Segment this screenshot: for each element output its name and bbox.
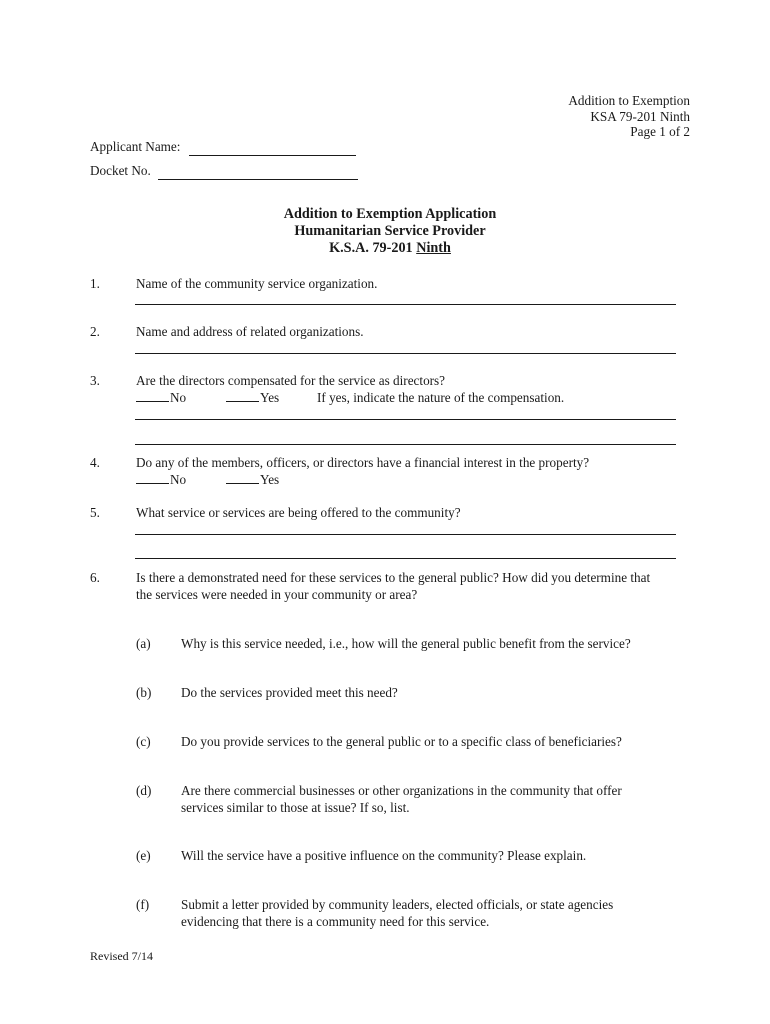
- subquestion-b-text: Do the services provided meet this need?: [181, 685, 398, 700]
- question-4-yes-option: [226, 472, 279, 488]
- question-3-number: 3.: [90, 373, 100, 388]
- question-4-text: Do any of the members, officers, or directors have a financial interest in the property?: [136, 455, 590, 470]
- subquestion-f-label: (f): [136, 897, 150, 912]
- question-2-answer-line[interactable]: [135, 353, 676, 354]
- subquestion-d-label: (d): [136, 783, 152, 798]
- question-3-yes-blank[interactable]: [226, 401, 259, 402]
- header-statute: KSA 79-201 Ninth: [590, 108, 690, 124]
- header-form-title: Addition to Exemption: [568, 93, 690, 108]
- question-4-no-label: No: [170, 472, 187, 487]
- applicant-name-label: Applicant Name:: [90, 139, 181, 154]
- question-3-no-blank[interactable]: [136, 401, 169, 402]
- docket-label: Docket No.: [90, 163, 151, 178]
- question-3-answer-line-2[interactable]: [135, 444, 676, 445]
- form-title-statute: K.S.A. 79-201: [329, 240, 417, 256]
- question-1-number: 1.: [90, 276, 100, 291]
- question-4-yes-blank[interactable]: [226, 483, 259, 484]
- docket-row: [90, 163, 358, 180]
- subquestion-d-text-line2: services similar to those at issue? If so, list.: [181, 799, 410, 815]
- question-3-followup: If yes, indicate the nature of the compensation.: [317, 390, 565, 405]
- question-4-no-option: [136, 472, 186, 488]
- applicant-name-row: [90, 139, 356, 156]
- subquestion-c-label: (c): [136, 734, 151, 749]
- subquestion-f-text: [181, 897, 613, 930]
- form-title-line1: Addition to Exemption Application: [283, 206, 497, 222]
- question-1-text: Name of the community service organization.: [136, 276, 378, 291]
- question-4-number: 4.: [90, 455, 100, 470]
- question-1-answer-line[interactable]: [135, 304, 676, 305]
- revision-note: Revised 7/14: [90, 949, 153, 963]
- question-6-number: 6.: [90, 570, 100, 585]
- subquestion-a-text: Why is this service needed, i.e., how will the general public benefit from the service?: [181, 636, 631, 651]
- subquestion-c-text: Do you provide services to the general public or to a specific class of beneficiaries?: [181, 734, 622, 749]
- subquestion-f-text-line1: Submit a letter provided by community leaders, elected officials, or state agencies: [181, 897, 614, 912]
- question-5-answer-line-2[interactable]: [135, 558, 676, 559]
- docket-number-field[interactable]: [158, 163, 358, 180]
- question-3-text: Are the directors compensated for the service as directors?: [136, 373, 446, 388]
- question-3-yes-label: Yes: [260, 390, 280, 405]
- question-6-text-line2: the services were needed in your community or area?: [136, 586, 418, 602]
- form-title-line3: [0, 240, 770, 257]
- subquestion-e-text: Will the service have a positive influence on the community? Please explain.: [181, 848, 587, 863]
- question-2-text: Name and address of related organizations.: [136, 324, 364, 339]
- subquestion-f-text-line2: evidencing that there is a community need for this service.: [181, 913, 490, 929]
- form-title: [0, 206, 770, 257]
- question-6-text: [136, 570, 650, 603]
- question-4-yes-label: Yes: [260, 472, 280, 487]
- form-header: [568, 93, 690, 140]
- question-2-number: 2.: [90, 324, 100, 339]
- subquestion-b-label: (b): [136, 685, 152, 700]
- question-4-no-blank[interactable]: [136, 483, 169, 484]
- question-3-answer-line-1[interactable]: [135, 419, 676, 420]
- question-5-answer-line-1[interactable]: [135, 534, 676, 535]
- question-3-options: [136, 390, 186, 406]
- subquestion-a-label: (a): [136, 636, 151, 651]
- question-5-number: 5.: [90, 505, 100, 520]
- form-title-ninth: Ninth: [416, 240, 451, 256]
- question-5-text: What service or services are being offered to the community?: [136, 505, 461, 520]
- question-3-no-label: No: [170, 390, 187, 405]
- question-6-text-line1: Is there a demonstrated need for these services to the general public? How did you determine that: [136, 570, 651, 585]
- question-3-yes-option: [226, 390, 279, 406]
- header-page-number: Page 1 of 2: [630, 124, 690, 139]
- subquestion-d-text: [181, 783, 622, 816]
- applicant-name-field[interactable]: [189, 139, 356, 156]
- subquestion-e-label: (e): [136, 848, 151, 863]
- subquestion-d-text-line1: Are there commercial businesses or other organizations in the community that offer: [181, 783, 622, 798]
- form-title-line2: Humanitarian Service Provider: [294, 223, 486, 239]
